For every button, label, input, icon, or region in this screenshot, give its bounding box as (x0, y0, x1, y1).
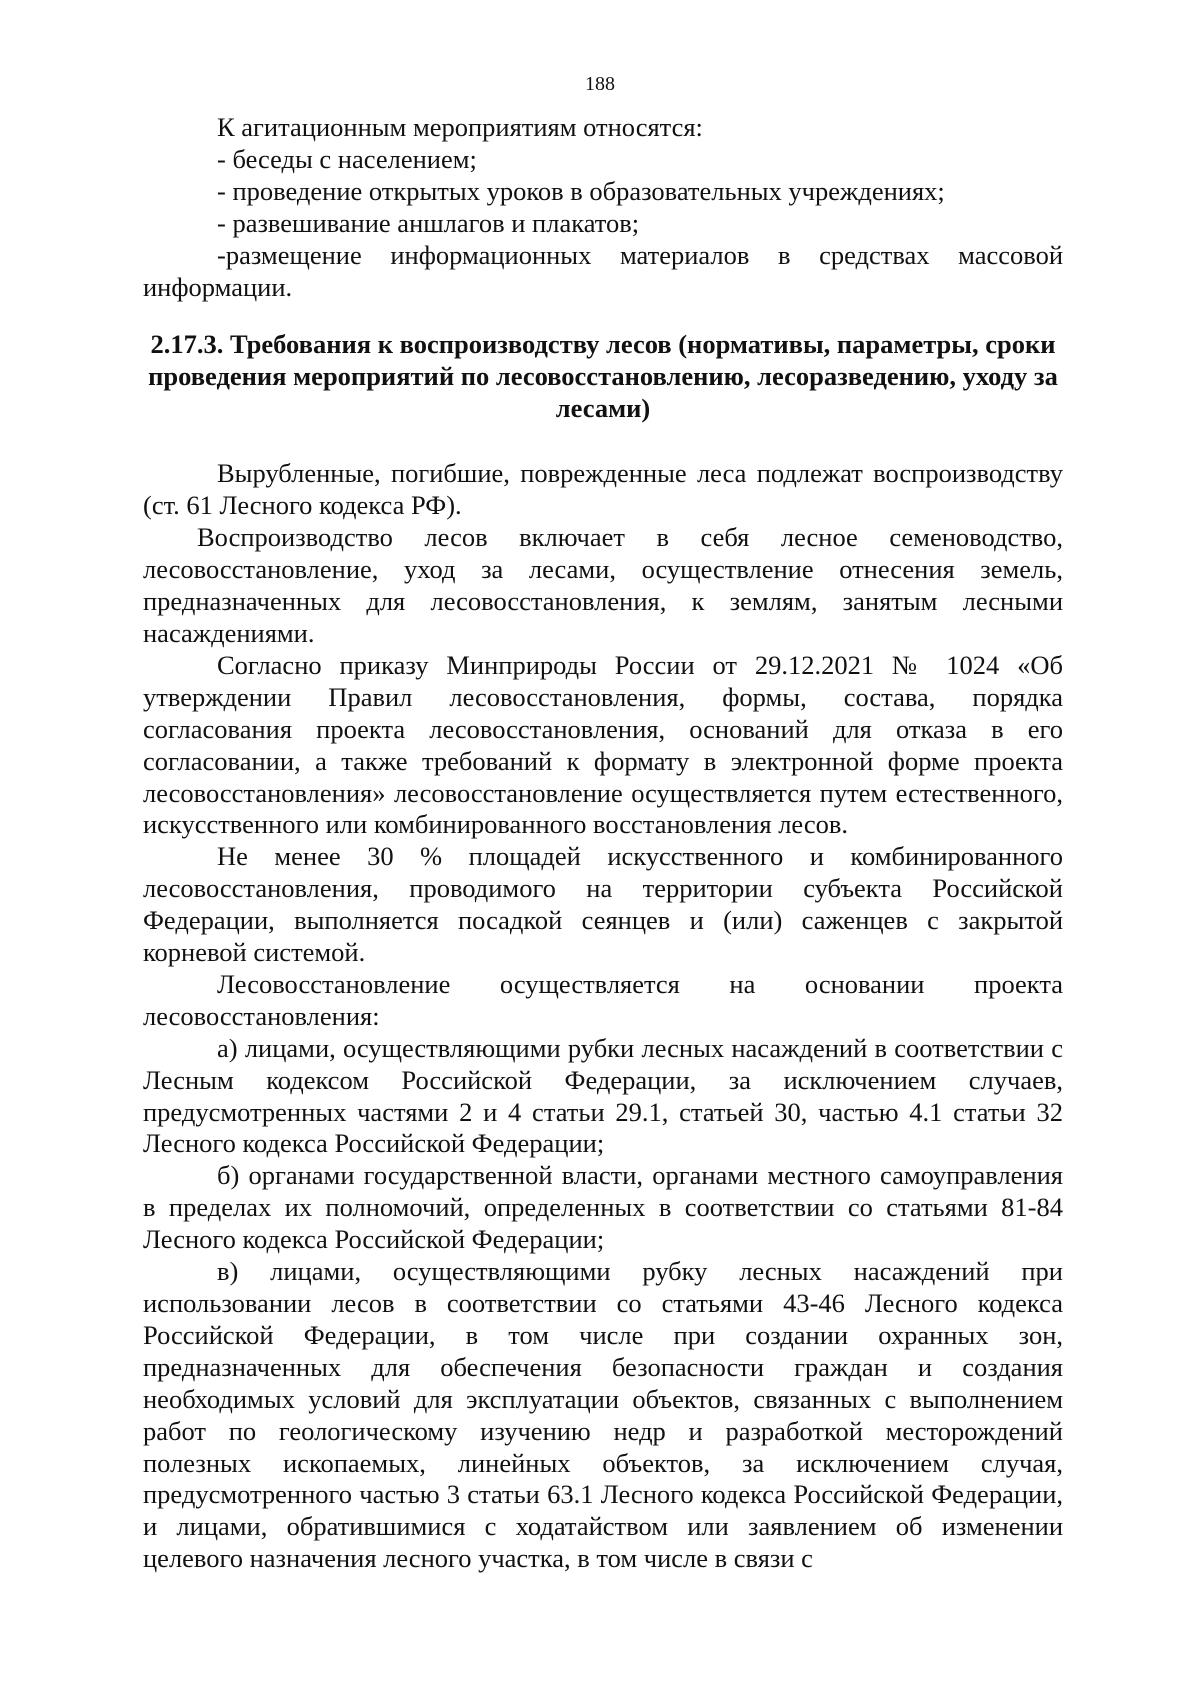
list-item: -размещение информационных материалов в средствах массовой информации. (143, 239, 1063, 302)
agitation-list (143, 112, 1063, 303)
section-heading: 2.17.3. Требования к воспроизводству лесов (нормативы, параметры, сроки проведения мероприятий по лесовосстановлению, лесоразведению, уходу за лесами) (148, 329, 1058, 424)
list-lead: К агитационным мероприятиям относятся: (217, 112, 703, 142)
page-number: 188 (585, 73, 615, 95)
list-item: - беседы с населением; (217, 143, 477, 174)
page-content (143, 112, 1063, 1575)
list-item: - проведение открытых уроков в образовательных учреждениях; (217, 175, 945, 206)
paragraph: Согласно приказу Минприроды России от 29.12.2021 № 1024 «Об утверждении Правил лесовосстановления, формы, состава, порядка согласования проекта лесовосстановления, оснований для отказа в его согласовании, а также требований к формату в электронной форме проекта лесовосстановления» лесовосстановление осуществляется путем естественного, искусственного или комбинированного восстановления лесов. (143, 649, 1063, 840)
paragraph: в) лицами, осуществляющими рубку лесных насаждений при использовании лесов в соответствии со статьями 43-46 Лесного кодекса Российской Федерации, в том числе при создании охранных зон, предназначенных для обеспечения безопасности граждан и создания необходимых условий для эксплуатации объектов, связанных с выполнением работ по геологическому изучению недр и разработкой месторождений полезных ископаемых, линейных объектов, за исключением случая, предусмотренного частью 3 статьи 63.1 Лесного кодекса Российской Федерации, и лицами, обратившимися с ходатайством или заявлением об изменении целевого назначения лесного участка, в том числе в связи с (143, 1256, 1063, 1574)
paragraph: Вырубленные, погибшие, поврежденные леса подлежат воспроизводству (ст. 61 Лесного кодекса РФ). (143, 458, 1063, 521)
paragraph: а) лицами, осуществляющими рубки лесных насаждений в соответствии с Лесным кодексом Российской Федерации, за исключением случаев, предусмотренных частями 2 и 4 статьи 29.1, статьей 30, частью 4.1 статьи 32 Лесного кодекса Российской Федерации; (143, 1032, 1063, 1159)
paragraph: б) органами государственной власти, органами местного самоуправления в пределах их полномочий, определенных в соответствии со статьями 81-84 Лесного кодекса Российской Федерации; (143, 1160, 1063, 1255)
paragraph: Воспроизводство лесов включает в себя лесное семеноводство, лесовосстановление, уход за лесами, осуществление отнесения земель, предназначенных для лесовосстановления, к землям, занятым лесными насаждениями. (143, 522, 1063, 648)
list-item: - развешивание аншлагов и плакатов; (217, 207, 640, 238)
paragraph: Не менее 30 % площадей искусственного и комбинированного лесовосстановления, проводимого на территории субъекта Российской Федерации, выполняется посадкой сеянцев и (или) саженцев с закрытой корневой системой. (143, 841, 1063, 968)
paragraph: Лесовосстановление осуществляется на основании проекта лесовосстановления: (143, 968, 1063, 1031)
